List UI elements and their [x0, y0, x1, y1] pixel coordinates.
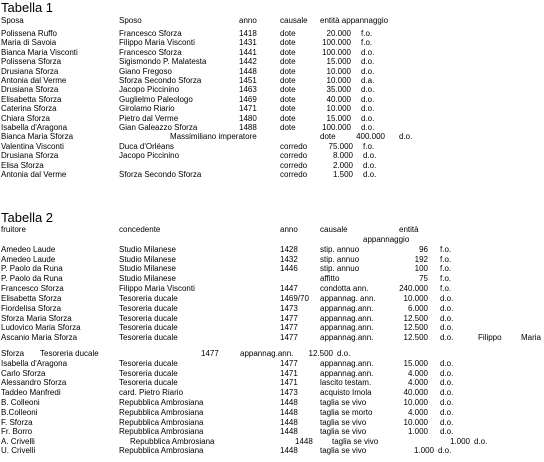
cell-valuta: d.o.: [440, 378, 454, 387]
cell-concedente: Tesoreria ducale: [119, 333, 178, 342]
cell-anno: 1463: [239, 85, 257, 95]
cell-fruitore: Ascanio Maria Sforza: [1, 333, 78, 342]
cell-concedente: Repubblica Ambrosiana: [119, 418, 204, 427]
cell-valuta: f.o.: [440, 284, 452, 293]
cell-causale: corredo: [280, 141, 308, 151]
cell-causale: taglia se vivo: [320, 446, 367, 455]
cell-sposa: Drusiana Sforza: [1, 151, 59, 161]
cell-sposo: Francesco Sforza: [119, 47, 182, 57]
cell-concedente: card. Pietro Riario: [119, 388, 184, 397]
cell-importo: 12.500: [403, 314, 428, 323]
cell-fruitore: B.Colleoni: [1, 408, 38, 417]
cell-anno: 1418: [239, 29, 257, 38]
cell-anno: 1471: [239, 104, 257, 114]
cell-anno: 1428: [280, 245, 298, 254]
cell-fruitore: Alessandro Sforza: [1, 378, 67, 387]
cell-valuta: d.o.: [440, 427, 454, 436]
cell-causale: dote: [280, 47, 296, 57]
cell-anno: 1448: [280, 446, 298, 455]
cell-sposa: Caterina Sforza: [1, 104, 57, 114]
cell-anno: 1432: [280, 255, 298, 264]
cell-importo: 4.000: [407, 408, 428, 417]
cell-sposa: Elisa Sforza: [1, 160, 44, 170]
cell-concedente: Tesoreria ducale: [119, 378, 178, 387]
cell-fruitore: Fr. Borro: [1, 427, 33, 436]
cell-sposo: Filippo Maria Visconti: [119, 38, 195, 48]
table2-row: [0, 388, 544, 398]
cell-sposa: Isabella d'Aragona: [1, 123, 68, 132]
cell-concedente: Studio Milanese: [119, 245, 176, 254]
cell-concedente: Tesoreria ducale: [119, 369, 178, 378]
cell-valuta: d.o.: [363, 170, 377, 179]
cell-importo: 15.000: [403, 359, 428, 368]
cell-importo: 1.500: [332, 170, 353, 179]
table2-row: [0, 274, 544, 284]
table1-header-row: [0, 16, 544, 26]
cell-valuta: d.o.: [361, 57, 375, 67]
cell-concedente: Studio Milanese: [119, 264, 176, 273]
cell-concedente: Tesoreria ducale: [119, 323, 178, 332]
cell-importo: 240.000: [399, 284, 428, 293]
cell-causale: taglia se vivo: [332, 437, 379, 446]
cell-causale: corredo: [280, 170, 308, 179]
cell-importo: 100.000: [322, 38, 351, 48]
cell-valuta: d.o.: [440, 333, 454, 342]
cell-importo: 20.000: [326, 29, 351, 38]
cell-valuta: f.o.: [440, 255, 452, 264]
cell-causale: taglia se vivo: [320, 398, 367, 407]
cell-importo: 40.000: [326, 94, 351, 104]
cell-valuta: d.o.: [361, 85, 375, 95]
cell-valuta: d.o.: [440, 408, 454, 417]
cell-causale: dote: [280, 38, 296, 48]
col-header-entita: entità: [399, 225, 419, 234]
cell-valuta: f.o.: [440, 274, 452, 283]
cell-sposo: Francesco Sforza: [119, 29, 182, 38]
cell-overflow-importo: 12.500: [308, 349, 333, 358]
cell-valuta: d.o.: [361, 113, 375, 123]
cell-importo: 1.000: [407, 427, 428, 436]
cell-valuta: d.o.: [440, 304, 454, 313]
cell-importo: 4.000: [407, 378, 428, 387]
cell-causale: stip. annuo: [320, 264, 360, 273]
cell-sposa: Polissena Sforza: [1, 57, 62, 67]
cell-anno: 1448: [280, 408, 298, 417]
cell-causale: condotta ann.: [320, 284, 369, 293]
cell-causale: dote: [280, 57, 296, 67]
cell-concedente: Repubblica Ambrosiana: [119, 427, 204, 436]
table2-title: Tabella 2: [1, 210, 54, 225]
table2-row: [0, 294, 544, 304]
cell-sposo: Girolamo Riario: [119, 104, 175, 114]
cell-valuta: d.a.: [361, 76, 375, 85]
cell-causale: acquisto Imola: [320, 388, 372, 397]
cell-valuta: d.o.: [440, 388, 454, 397]
table2-row: [0, 359, 544, 369]
table1-title: Tabella 1: [1, 0, 54, 15]
cell-importo: 75.000: [328, 141, 353, 151]
cell-anno: 1473: [280, 304, 298, 313]
cell-anno: 1480: [239, 113, 257, 123]
table1-row: [0, 170, 544, 180]
cell-valuta: f.o.: [361, 29, 373, 38]
cell-overflow-tail: Filippo: [478, 333, 502, 342]
cell-anno: 1448: [239, 66, 257, 76]
table2-row: [0, 304, 544, 314]
cell-valuta: f.o.: [363, 141, 375, 151]
cell-anno: 1477: [280, 323, 298, 332]
cell-importo: 192: [414, 255, 428, 264]
cell-fruitore: Elisabetta Sforza: [1, 294, 62, 303]
cell-anno: 1448: [280, 427, 298, 436]
cell-importo: 35.000: [326, 85, 351, 95]
cell-importo: 15.000: [326, 113, 351, 123]
cell-concedente: Studio Milanese: [119, 255, 176, 264]
col-header-causale: causale: [320, 225, 348, 234]
col-header-fruitore: fruitore: [1, 225, 26, 234]
cell-causale: corredo: [280, 151, 308, 161]
cell-sposo: Jacopo Piccinino: [119, 151, 180, 161]
cell-concedente: Repubblica Ambrosiana: [119, 408, 204, 417]
cell-importo: 10.000: [326, 104, 351, 114]
cell-importo: 10.000: [403, 418, 428, 427]
cell-causale: appannag.ann.: [320, 369, 374, 378]
cell-causale: dote: [280, 66, 296, 76]
cell-concedente: Repubblica Ambrosiana: [119, 446, 204, 455]
cell-importo: 8.000: [332, 151, 353, 161]
cell-causale: taglia se vivo: [320, 427, 367, 436]
cell-importo: 10.000: [403, 294, 428, 303]
cell-overflow-tail: Maria: [521, 333, 542, 342]
cell-valuta: d.o.: [440, 369, 454, 378]
cell-valuta: f.o.: [440, 264, 452, 273]
cell-fruitore: A. Crivelli: [1, 437, 35, 446]
cell-importo: 100.000: [322, 123, 351, 132]
cell-valuta: d.o.: [361, 94, 375, 104]
cell-overflow-fruitore: Sforza: [1, 349, 25, 358]
cell-sposa: Valentina Visconti: [1, 141, 64, 151]
cell-sposo: Sforza Secondo Sforza: [119, 76, 202, 85]
col-header-sposa: Sposa: [1, 16, 24, 25]
cell-causale: lascito testam.: [320, 378, 372, 387]
cell-concedente: Filippo Maria Visconti: [119, 284, 195, 293]
cell-anno: 1441: [239, 47, 257, 57]
cell-concedente: Tesoreria ducale: [119, 314, 178, 323]
cell-sposo: Sigismondo P. Malatesta: [119, 57, 207, 67]
cell-causale: appannag.ann.: [320, 304, 374, 313]
cell-importo: 100: [414, 264, 428, 273]
cell-overflow-causale: appannag.ann.: [240, 349, 294, 358]
cell-fruitore: P. Paolo da Runa: [1, 274, 63, 283]
cell-causale: stip. annuo: [320, 245, 360, 254]
cell-importo: 100.000: [322, 47, 351, 57]
cell-anno: 1451: [239, 76, 257, 85]
cell-fruitore: Taddeo Manfredi: [1, 388, 61, 397]
cell-sposa: Drusiana Sforza: [1, 66, 59, 76]
cell-importo: 6.000: [407, 304, 428, 313]
cell-fruitore: Ludovico Maria Sforza: [1, 323, 81, 332]
cell-anno: 1471: [280, 369, 298, 378]
cell-anno: 1448: [280, 418, 298, 427]
cell-fruitore: P. Paolo da Runa: [1, 264, 63, 273]
cell-concedente: Studio Milanese: [119, 274, 176, 283]
cell-causale: dote: [280, 94, 296, 104]
cell-causale: appannag.ann.: [320, 323, 374, 332]
cell-sposa: Elisabetta Sforza: [1, 94, 62, 104]
cell-valuta: d.o.: [361, 66, 375, 76]
cell-concedente: Tesoreria ducale: [119, 359, 178, 368]
cell-causale: appannag.ann.: [320, 359, 374, 368]
cell-overflow-valuta: d.o.: [337, 349, 351, 358]
cell-valuta: d.o.: [363, 160, 377, 170]
cell-anno: 1473: [280, 388, 298, 397]
cell-anno: 1488: [239, 123, 257, 132]
cell-causale: appannag.ann.: [320, 314, 374, 323]
table2-row: [0, 408, 544, 418]
cell-causale: dote: [280, 29, 296, 38]
cell-importo: 2.000: [332, 160, 353, 170]
cell-anno: 1446: [280, 264, 298, 273]
table2-row: [0, 264, 544, 274]
cell-importo: 12.500: [403, 323, 428, 332]
cell-sposo: Sforza Secondo Sforza: [119, 170, 202, 179]
cell-importo: 10.000: [403, 398, 428, 407]
cell-sposo: Giano Fregoso: [119, 66, 172, 76]
cell-importo: 10.000: [326, 76, 351, 85]
cell-importo: 400.000: [356, 132, 385, 142]
table2-header-row: [0, 225, 544, 244]
cell-importo: 1.000: [413, 446, 434, 455]
cell-sposa: Antonia dal Verme: [1, 170, 67, 179]
cell-fruitore: Sforza Maria Sforza: [1, 314, 72, 323]
cell-causale: taglia se vivo: [320, 418, 367, 427]
cell-sposa: Chiara Sforza: [1, 113, 50, 123]
cell-anno: 1448: [295, 437, 313, 446]
cell-sposo: Gian Galeazzo Sforza: [119, 123, 198, 132]
cell-causale: corredo: [280, 160, 308, 170]
col-header-appannaggio: appannaggio: [363, 235, 410, 244]
table2-row: [0, 245, 544, 255]
table2-row: [0, 323, 544, 333]
cell-fruitore: Amedeo Laude: [1, 245, 56, 254]
cell-valuta: d.o.: [440, 398, 454, 407]
cell-valuta: d.o.: [440, 323, 454, 332]
cell-valuta: d.o.: [440, 314, 454, 323]
cell-anno: 1442: [239, 57, 257, 67]
cell-sposo: Duca d'Orléans: [119, 141, 174, 151]
cell-causale: appannag.ann.: [320, 333, 374, 342]
cell-causale: appannag. ann.: [320, 294, 376, 303]
table2-overflow-row: [0, 349, 544, 359]
cell-concedente: Tesoreria ducale: [119, 294, 178, 303]
cell-anno: 1471: [280, 378, 298, 387]
table2-row: [0, 333, 544, 343]
cell-valuta: d.o.: [474, 437, 488, 446]
table2-row: [0, 378, 544, 388]
cell-sposo: Guglielmo Paleologo: [119, 94, 193, 104]
cell-sposo: Pietro dal Verme: [119, 113, 179, 123]
cell-causale: dote: [320, 132, 336, 142]
cell-causale: stip. annuo: [320, 255, 360, 264]
cell-concedente: Repubblica Ambrosiana: [119, 398, 204, 407]
cell-importo: 40.000: [403, 388, 428, 397]
cell-overflow-anno: 1477: [201, 349, 219, 358]
cell-importo: 1.000: [449, 437, 470, 446]
col-header-concedente: concedente: [119, 225, 161, 234]
table2-row: [0, 446, 544, 456]
cell-sposa: Antonia dal Verme: [1, 76, 67, 85]
cell-overflow-concedente: Tesoreria ducale: [40, 349, 99, 358]
cell-fruitore: F. Sforza: [1, 418, 33, 427]
cell-sposa: Maria di Savoia: [1, 38, 57, 48]
cell-importo: 96: [419, 245, 428, 254]
cell-sposa: Bianca Maria Sforza: [1, 132, 74, 142]
table2-row: [0, 427, 544, 437]
cell-concedente: Tesoreria ducale: [119, 304, 178, 313]
table2-row: [0, 284, 544, 294]
col-header-sposo: Sposo: [119, 16, 142, 25]
cell-sposo: Massimiliano imperatore: [170, 132, 257, 142]
table2-row: [0, 398, 544, 408]
cell-causale: dote: [280, 113, 296, 123]
cell-anno: 1431: [239, 38, 257, 48]
cell-fruitore: B. Colleoni: [1, 398, 40, 407]
cell-causale: affitto: [320, 274, 340, 283]
cell-valuta: d.o.: [440, 294, 454, 303]
cell-importo: 10.000: [326, 66, 351, 76]
cell-causale: taglia se morto: [320, 408, 373, 417]
cell-importo: 12.500: [403, 333, 428, 342]
cell-concedente: Repubblica Ambrosiana: [130, 437, 215, 446]
cell-fruitore: Isabella d'Aragona: [1, 359, 68, 368]
cell-valuta: d.o.: [361, 123, 375, 132]
cell-sposa: Polissena Ruffo: [1, 29, 57, 38]
cell-valuta: d.o.: [440, 418, 454, 427]
cell-sposa: Bianca Maria Visconti: [1, 47, 78, 57]
cell-fruitore: Amedeo Laude: [1, 255, 56, 264]
cell-valuta: d.o.: [399, 132, 413, 142]
cell-sposa: Drusiana Sforza: [1, 85, 59, 95]
cell-valuta: d.o.: [361, 47, 375, 57]
cell-fruitore: Francesco Sforza: [1, 284, 64, 293]
cell-valuta: d.o.: [438, 446, 452, 455]
cell-sposo: Jacopo Piccinino: [119, 85, 180, 95]
cell-anno: 1477: [280, 333, 298, 342]
cell-valuta: d.o.: [361, 104, 375, 114]
col-header-entita: entità appannaggio: [320, 16, 389, 25]
cell-valuta: d.o.: [440, 359, 454, 368]
cell-causale: dote: [280, 85, 296, 95]
col-header-anno: anno: [239, 16, 257, 25]
cell-anno: 1469/70: [280, 294, 309, 303]
cell-fruitore: Fiordelisa Sforza: [1, 304, 62, 313]
cell-causale: dote: [280, 104, 296, 114]
cell-valuta: d.o.: [363, 151, 377, 161]
cell-causale: dote: [280, 123, 296, 132]
cell-anno: 1477: [280, 314, 298, 323]
cell-anno: 1448: [280, 398, 298, 407]
col-header-anno: anno: [280, 225, 298, 234]
cell-importo: 75: [419, 274, 428, 283]
col-header-causale: causale: [280, 16, 308, 25]
cell-fruitore: Carlo Sforza: [1, 369, 46, 378]
cell-anno: 1477: [280, 359, 298, 368]
cell-fruitore: U. Crivelli: [1, 446, 36, 455]
cell-valuta: f.o.: [440, 245, 452, 254]
cell-anno: 1447: [280, 284, 298, 293]
cell-importo: 15.000: [326, 57, 351, 67]
cell-valuta: f.o.: [361, 38, 373, 48]
cell-anno: 1469: [239, 94, 257, 104]
cell-importo: 4.000: [407, 369, 428, 378]
cell-causale: dote: [280, 76, 296, 85]
